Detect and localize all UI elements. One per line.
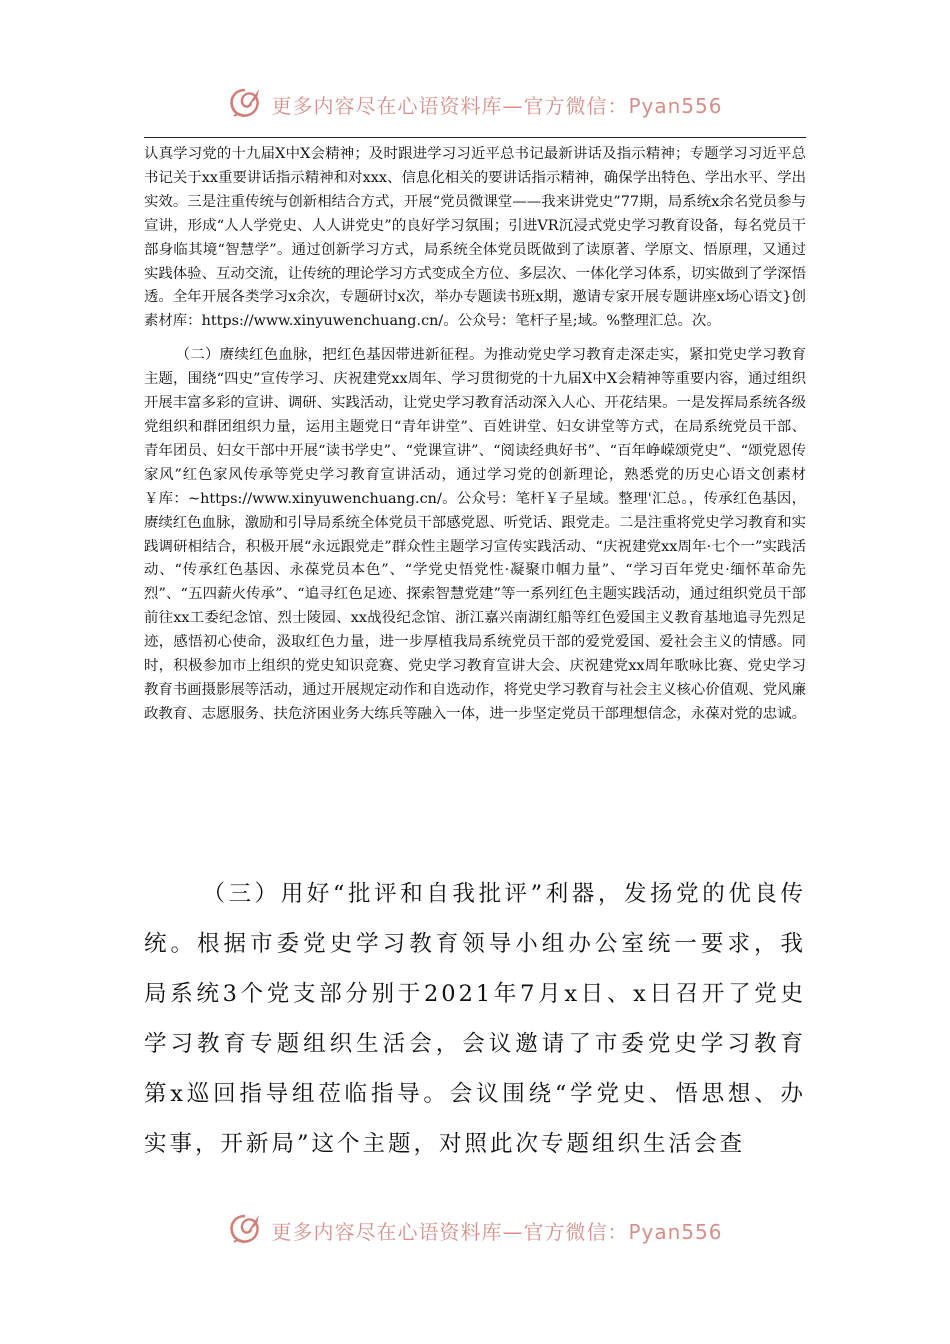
footer-banner	[0, 1210, 950, 1250]
paragraph-3: （三）用好“批评和自我批评”利器，发扬党的优良传统。根据市委党史学习教育领导小组办公室统一要求，我局系统3个党支部分别于2021年7月x日、x日召开了党史学习教育专题组织生活会，会议邀请了市委党史学习教育第x巡回指导组莅临指导。会议围绕“学党史、悟思想、办实事，开新局”这个主题，对照此次专题组织生活会查	[144, 881, 806, 1157]
quill-swirl-logo-icon	[227, 1212, 263, 1248]
body-large-text	[144, 869, 806, 1169]
banner-text: 更多内容尽在心语资料库—官方微信：Pyan556	[271, 1219, 723, 1244]
header-banner	[0, 84, 950, 124]
paragraph-1: 认真学习党的十九届X中X会精神；及时跟进学习习近平总书记最新讲话及指示精神；专题学习习近平总书记关于xx重要讲话指示精神和对xxx、信息化相关的要讲话指示精神，确保学出特色、学出水平、学出实效。三是注重传统与创新相结合方式，开展“党员微课堂——我来讲党史”77期，局系统x余名党员参与宣讲，形成“人人学党史、人人讲党史”的良好学习氛围；引进VR沉浸式党史学习教育设备，每名党员干部身临其境“智慧学”。通过创新学习方式，局系统全体党员既做到了读原著、学原文、悟原理，又通过实践体验、互动交流，让传统的理论学习方式变成全方位、多层次、一体化学习体系，切实做到了学深悟透。全年开展各类学习x余次，专题研讨x次，举办专题读书班x期，邀请专家开展专题讲座x场心语文}创素材库：https://www.xinyuwenchuang.cn/。公众号：笔杆子星;域。%整理汇总。次。	[144, 146, 806, 330]
paragraph-2: （二）赓续红色血脉，把红色基因带进新征程。为推动党史学习教育走深走实，紧扣党史学习教育主题，围绕“四史”宣传学习、庆祝建党xx周年、学习贯彻党的十九届X中X会精神等重要内容，通过组织开展丰富多彩的宣讲、调研、实践活动，让党史学习教育活动深入人心、开花结果。一是发挥局系统各级党组织和群团组织力量，运用主题党日“青年讲堂”、百姓讲堂、妇女讲堂等方式，在局系统党员干部、青年团员、妇女干部中开展“读书学史”、“党课宣讲”、“阅读经典好书”、“百年峥嵘颂党史”、“颂党恩传家风”红色家风传承等党史学习教育宣讲活动，通过学习党的创新理论，熟悉党的历史心语文创素材￥库：~https://www.xinyuwenchuang.cn/。公众号：笔杆￥子星域。整理'汇总。，传承红色基因，赓续红色血脉，激励和引导局系统全体党员干部感党恩、听党话、跟党走。二是注重将党史学习教育和实践调研相结合，积极开展“永远跟党走”群众性主题学习宣传实践活动、“庆祝建党xx周年·七个一”实践活动、“传承红色基因、永葆党员本色”、“学党史悟党性·凝聚巾帼力量”、“学习百年党史·缅怀革命先烈”、“五四薪火传承”、“追寻红色足迹、探索智慧党建”等一系列红色主题实践活动，通过组织党员干部前往xx工委纪念馆、烈士陵园、xx战役纪念馆、浙江嘉兴南湖红船等红色爱国主义教育基地追寻先烈足迹，感悟初心使命，汲取红色力量，进一步厚植我局系统党员干部的爱党爱国、爱社会主义的情感。同时，积极参加市上组织的党史知识竞赛、党史学习教育宣讲大会、庆祝建党xx周年歌咏比赛、党史学习教育书画摄影展等活动，通过开展规定动作和自选动作，将党史学习教育与社会主义核心价值观、党风廉政教育、志愿服务、扶危济困业务大练兵等融入一体，进一步坚定党员干部理想信念，永葆对党的忠诚。	[144, 347, 806, 722]
banner-text: 更多内容尽在心语资料库—官方微信：Pyan556	[271, 93, 723, 118]
header-divider	[144, 137, 806, 138]
body-small-text	[144, 143, 806, 727]
quill-swirl-logo-icon	[227, 86, 263, 122]
